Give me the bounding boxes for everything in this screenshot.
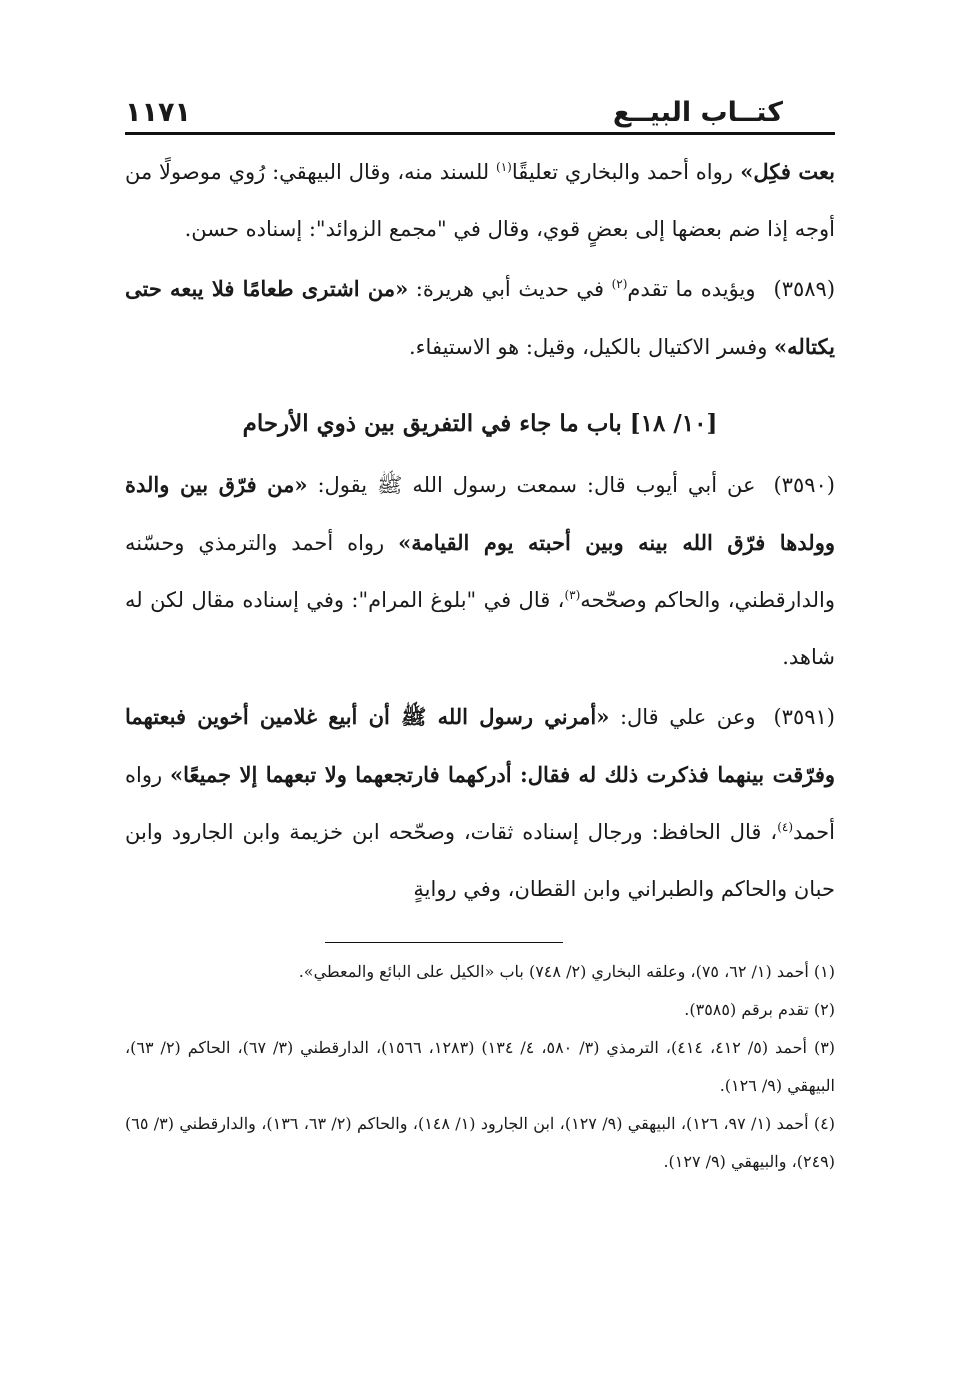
text-segment: رواه أحمد <box>125 763 835 844</box>
text-segment: وعن علي قال: <box>609 705 756 729</box>
text-segment: ، قال في "بلوغ المرام": وفي إسناده مقال لكن له شاهد. <box>125 588 835 669</box>
text-segment: للسند منه، وقال البيهقي: رُوي موصولًا من أوجه إذا ضم بعضها إلى بعضٍ قوي، وقال في "مجمع الزوائد": إسناده حسن. <box>125 160 835 241</box>
paragraph <box>125 143 835 258</box>
text-segment: ويؤيده ما تقدم <box>627 277 756 301</box>
footnote-ref: (١) <box>496 160 512 174</box>
page-header <box>125 90 835 128</box>
text-segment: رواه أحمد والترمذي وحسّنه والدارقطني، والحاكم وصحّحه <box>125 531 835 612</box>
body-text-top <box>125 143 835 376</box>
footnote-ref: (٣) <box>564 588 581 602</box>
footnote: (٢) تقدم برقم (٣٥٨٥). <box>684 1000 835 1019</box>
hadith-number: (٣٥٩٠) <box>773 473 835 497</box>
paragraph <box>125 688 835 918</box>
text-segment: ، قال الحافظ: ورجال إسناده ثقات، وصحّحه ابن خزيمة وابن الجارود وابن حبان والحاكم والطبراني وابن القطان، وفي روايةٍ <box>125 820 835 901</box>
footnote-ref: (٤) <box>777 820 794 834</box>
footnote: (٤) أحمد (١/ ٩٧، ١٢٦)، البيهقي (٩/ ١٢٧)، ابن الجارود (١/ ١٤٨)، والحاكم (٢/ ٦٣، ١٣٦)، والدارقطني (٣/ ٦٥) (٢٤٩)، والبيهقي (٩/ ١٢٧). <box>125 1114 836 1171</box>
text-segment: وفسر الاكتيال بالكيل، وقيل: هو الاستيفاء. <box>409 335 775 359</box>
footnote-separator <box>325 942 563 943</box>
text-segment: «من اشترى طعامًا فلا يبعه حتى يكتاله» <box>125 276 835 359</box>
text-segment: «من فرّق بين والدة وولدها فرّق الله بينه وبين أحبته يوم القيامة» <box>125 472 835 555</box>
page <box>125 90 835 1181</box>
footnote: (٣) أحمد (٥/ ٤١٢، ٤١٤)، الترمذي (٣/ ٥٨٠، ٤/ ١٣٤) (١٢٨٣، ١٥٦٦)، الدارقطني (٣/ ٦٧)، الحاكم (٢/ ٦٣)، البيهقي (٩/ ١٢٦). <box>125 1038 836 1095</box>
footnote-ref: (٢) <box>611 277 628 291</box>
paragraph <box>125 260 835 376</box>
text-segment: عن أبي أيوب قال: سمعت رسول الله ﷺ يقول: <box>307 473 756 497</box>
chapter-title: [١٠/ ١٨] باب ما جاء في التفريق بين ذوي الأرحام <box>242 410 718 437</box>
text-segment: «أمرني رسول الله ﷺ أن أبيع غلامين أخوين فبعتهما وفرّقت بينهما فذكرت ذلك له فقال: أدركهما فارتجعهما ولا تبعهما إلا جميعًا» <box>125 704 836 787</box>
page-number: ١١٧١ <box>125 97 191 128</box>
paragraph <box>125 456 835 686</box>
header-rule <box>125 132 835 135</box>
footnote: (١) أحمد (١/ ٦٢، ٧٥)، وعلقه البخاري (٢/ ٧٤٨) باب «الكيل على البائع والمعطي». <box>298 962 835 981</box>
footnotes <box>125 953 835 1181</box>
hadith-number: (٣٥٨٩) <box>773 277 836 301</box>
hadith-number: (٣٥٩١) <box>773 705 835 729</box>
text-segment: بعت فكِل» <box>732 159 835 184</box>
text-segment: في حديث أبي هريرة: <box>408 277 612 301</box>
text-segment: رواه أحمد والبخاري تعليقًا <box>511 160 733 184</box>
body-text-bottom <box>125 456 835 918</box>
book-title: كتــاب البيــع <box>612 97 783 128</box>
